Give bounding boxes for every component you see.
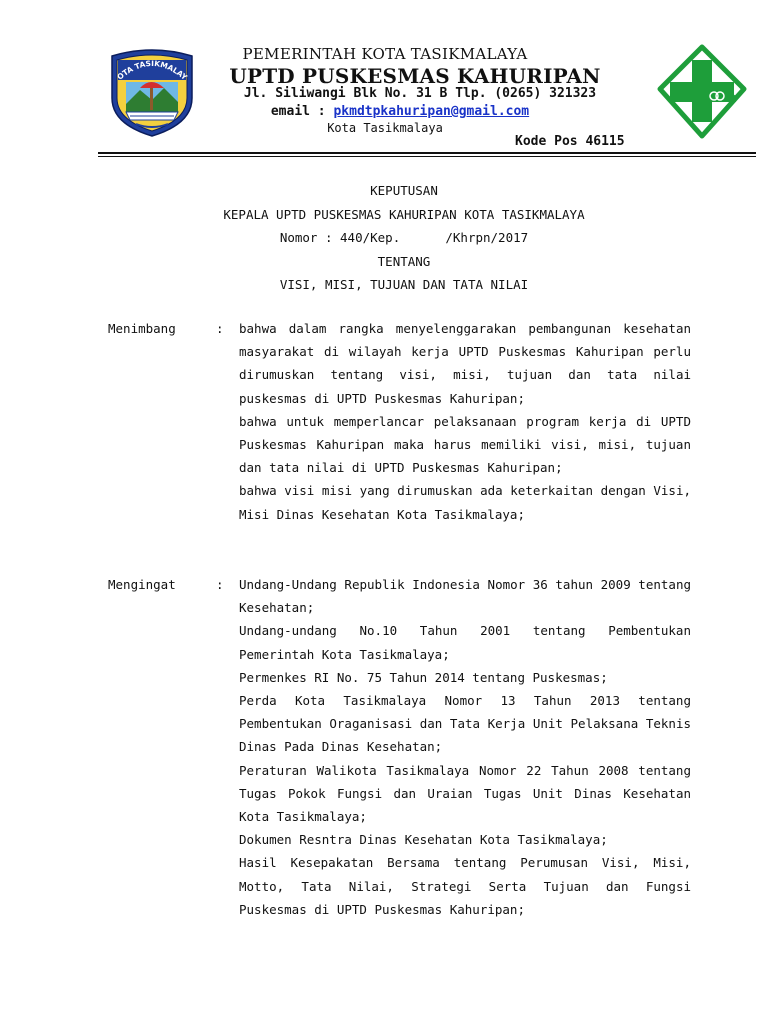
city-line: Kota Tasikmalaya bbox=[327, 121, 443, 135]
tentang-label: TENTANG bbox=[377, 254, 431, 269]
government-name: PEMERINTAH KOTA TASIKMALAYA bbox=[242, 45, 528, 63]
email-label: email : bbox=[270, 104, 334, 119]
list-item: bahwa visi misi yang dirumuskan ada keterkaitan dengan Visi, Misi Dinas Kesehatan Kota Tasikmalaya; bbox=[239, 483, 691, 522]
email-link[interactable]: pkmdtpkahuripan@gmail.com bbox=[333, 104, 530, 119]
menimbang-label: Menimbang bbox=[108, 321, 176, 336]
list-item: Hasil Kesepakatan Bersama tentang Perumusan Visi, Misi, Motto, Tata Nilai, Strategi Serta Tujuan dan Fungsi Puskesmas di UPTD Puskesmas Kahuripan; bbox=[239, 855, 691, 917]
decree-number: Nomor : 440/Kep. /Khrpn/2017 bbox=[279, 230, 529, 245]
letterhead-rule-thick bbox=[98, 152, 756, 154]
institution-name: UPTD PUSKESMAS KAHURIPAN bbox=[229, 64, 601, 88]
menimbang-colon: : bbox=[216, 321, 224, 336]
list-item: Peraturan Walikota Tasikmalaya Nomor 22 Tahun 2008 tentang Tugas Pokok Fungsi dan Uraian Tugas Unit Dinas Kesehatan Kota Tasikmalaya; bbox=[239, 762, 691, 825]
mengingat-list bbox=[239, 573, 691, 921]
mengingat-colon: : bbox=[216, 577, 224, 592]
list-item: bahwa dalam rangka menyelenggarakan pembangunan kesehatan masyarakat di wilayah kerja UPTD Puskesmas Kahuripan perlu dirumuskan tentang visi, misi, tujuan dan tata nilai puskesmas di UPTD Puskesmas Kahuripan; bbox=[239, 321, 691, 406]
doc-type: KEPUTUSAN bbox=[370, 183, 438, 198]
list-item: bahwa untuk memperlancar pelaksanaan program kerja di UPTD Puskesmas Kahuripan maka harus memiliki visi, misi, tujuan dan tata nilai di UPTD Puskesmas Kahuripan; bbox=[239, 413, 691, 476]
menimbang-list bbox=[239, 317, 691, 526]
list-item: Perda Kota Tasikmalaya Nomor 13 Tahun 2013 tentang Pembentukan Oraganisasi dan Tata Kerja Unit Pelaksana Teknis Dinas Pada Dinas Kesehatan; bbox=[239, 693, 691, 755]
list-item: Permenkes RI No. 75 Tahun 2014 tentang Puskesmas; bbox=[239, 669, 608, 685]
letterhead-rule-thin bbox=[98, 156, 756, 157]
list-item: Undang-undang No.10 Tahun 2001 tentang Pembentukan Pemerintah Kota Tasikmalaya; bbox=[239, 623, 691, 662]
mengingat-label: Mengingat bbox=[108, 577, 176, 592]
list-item: Undang-Undang Republik Indonesia Nomor 36 tahun 2009 tentang Kesehatan; bbox=[239, 577, 691, 616]
postal-code: Kode Pos 46115 bbox=[515, 134, 625, 149]
list-item: Dokumen Resntra Dinas Kesehatan Kota Tasikmalaya; bbox=[239, 832, 608, 848]
decree-subject: VISI, MISI, TUJUAN DAN TATA NILAI bbox=[279, 277, 529, 292]
emblem-text: OTA TASIKMALAY bbox=[115, 58, 189, 82]
issuer: KEPALA UPTD PUSKESMAS KAHURIPAN KOTA TASIKMALAYA bbox=[223, 207, 585, 222]
address-line: Jl. Siliwangi Blk No. 31 B Tlp. (0265) 321323 bbox=[243, 86, 597, 101]
email-line bbox=[100, 104, 700, 119]
